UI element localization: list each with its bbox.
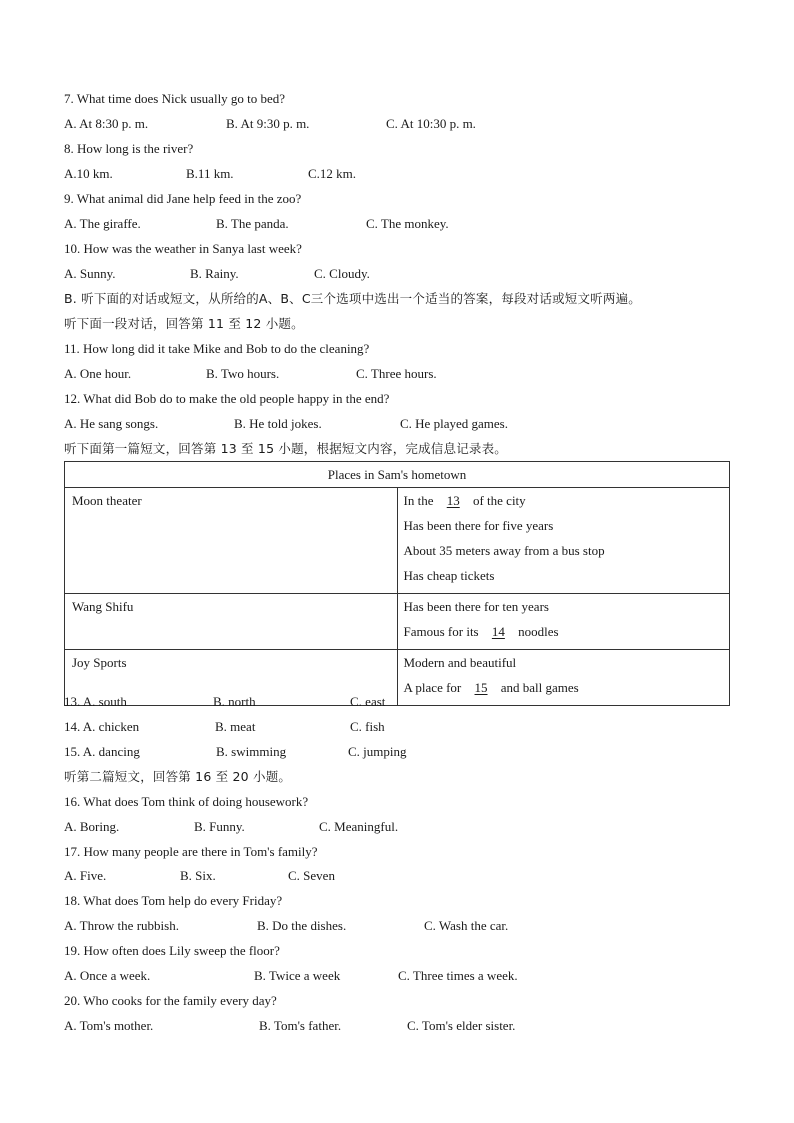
passage-2-intro: 听第二篇短文，回答第 16 至 20 小题。 <box>64 769 292 784</box>
option-c: C. east <box>350 694 386 709</box>
dialogue-intro: 听下面一段对话，回答第 11 至 12 小题。 <box>64 316 304 331</box>
option-b: B. Two hours. <box>206 366 280 381</box>
table-row-wang-shifu <box>65 594 730 650</box>
detail-line: In the 13 of the city <box>404 491 730 516</box>
question-17: 17. How many people are there in Tom's family? <box>64 844 318 859</box>
option-c: C. At 10:30 p. m. <box>386 116 476 131</box>
option-b: B. north <box>213 694 256 709</box>
option-b: B. Tom's father. <box>259 1018 342 1033</box>
option-a: A. The giraffe. <box>64 216 141 231</box>
option-b: B.11 km. <box>186 166 234 181</box>
question-12: 12. What did Bob do to make the old people happy in the end? <box>64 391 390 406</box>
option-a: A. Throw the rubbish. <box>64 918 179 933</box>
option-c: C. jumping <box>348 744 407 759</box>
option-c: C. Three times a week. <box>398 968 518 983</box>
option-a: 14. A. chicken <box>64 719 140 734</box>
option-b: B. He told jokes. <box>234 416 322 431</box>
blank-13: 13 <box>446 493 460 508</box>
detail-line: Modern and beautiful <box>403 655 517 670</box>
place-details <box>397 650 730 706</box>
place-name: Joy Sports <box>65 650 398 706</box>
option-a: A. One hour. <box>64 366 132 381</box>
blank-14: 14 <box>491 624 505 639</box>
option-a: 13. A. south <box>64 694 127 709</box>
option-a: A. Once a week. <box>64 968 151 983</box>
option-a: A. Boring. <box>64 819 120 834</box>
question-7: 7. What time does Nick usually go to bed? <box>64 91 286 106</box>
table-row-moon-theater <box>65 488 730 594</box>
question-19: 19. How often does Lily sweep the floor? <box>64 943 280 958</box>
option-b: B. meat <box>215 719 256 734</box>
question-10: 10. How was the weather in Sanya last week? <box>64 241 302 256</box>
option-a: A. Tom's mother. <box>64 1018 154 1033</box>
option-b: B. swimming <box>216 744 287 759</box>
option-b: B. Funny. <box>194 819 245 834</box>
detail-line: Has been there for five years <box>403 518 554 533</box>
place-name: Moon theater <box>65 488 398 594</box>
option-b: B. Six. <box>180 868 216 883</box>
place-details <box>397 594 730 650</box>
detail-line: Has cheap tickets <box>403 568 495 583</box>
passage-1-intro: 听下面第一篇短文，回答第 13 至 15 小题，根据短文内容，完成信息记录表。 <box>64 441 508 456</box>
option-b: B. The panda. <box>216 216 289 231</box>
detail-line: Has been there for ten years <box>403 599 549 614</box>
section-b-instructions: B. 听下面的对话或短文，从所给的A、B、C三个选项中选出一个适当的答案，每段对话或短文听两遍。 <box>64 291 641 306</box>
option-c: C. fish <box>350 719 385 734</box>
info-record-table <box>64 461 730 706</box>
detail-line: Famous for its 14 noodles <box>404 622 730 647</box>
option-c: C. Meaningful. <box>319 819 399 834</box>
option-c: C.12 km. <box>308 166 357 181</box>
option-b: B. Twice a week <box>254 968 341 983</box>
detail-line: A place for 15 and ball games <box>404 678 730 703</box>
option-c: C. He played games. <box>400 416 508 431</box>
option-c: C. Seven <box>288 868 335 883</box>
option-c: C. The monkey. <box>366 216 449 231</box>
question-16: 16. What does Tom think of doing housework? <box>64 794 309 809</box>
option-b: B. At 9:30 p. m. <box>226 116 310 131</box>
option-a: A. Sunny. <box>64 266 116 281</box>
place-name: Wang Shifu <box>65 594 398 650</box>
option-b: B. Do the dishes. <box>257 918 347 933</box>
question-11: 11. How long did it take Mike and Bob to do the cleaning? <box>64 341 370 356</box>
table-row-joy-sports <box>65 650 730 706</box>
option-b: B. Rainy. <box>190 266 239 281</box>
option-c: C. Wash the car. <box>424 918 509 933</box>
question-8: 8. How long is the river? <box>64 141 194 156</box>
option-c: C. Cloudy. <box>314 266 370 281</box>
option-c: C. Three hours. <box>356 366 437 381</box>
option-c: C. Tom's elder sister. <box>407 1018 516 1033</box>
question-20: 20. Who cooks for the family every day? <box>64 993 277 1008</box>
option-a: 15. A. dancing <box>64 744 140 759</box>
option-a: A. Five. <box>64 868 107 883</box>
option-a: A. At 8:30 p. m. <box>64 116 149 131</box>
blank-15: 15 <box>474 680 488 695</box>
table-title: Places in Sam's hometown <box>65 462 730 488</box>
question-9: 9. What animal did Jane help feed in the zoo? <box>64 191 302 206</box>
detail-line: About 35 meters away from a bus stop <box>403 543 605 558</box>
option-a: A.10 km. <box>64 166 113 181</box>
place-details <box>397 488 730 594</box>
option-a: A. He sang songs. <box>64 416 159 431</box>
question-18: 18. What does Tom help do every Friday? <box>64 893 283 908</box>
